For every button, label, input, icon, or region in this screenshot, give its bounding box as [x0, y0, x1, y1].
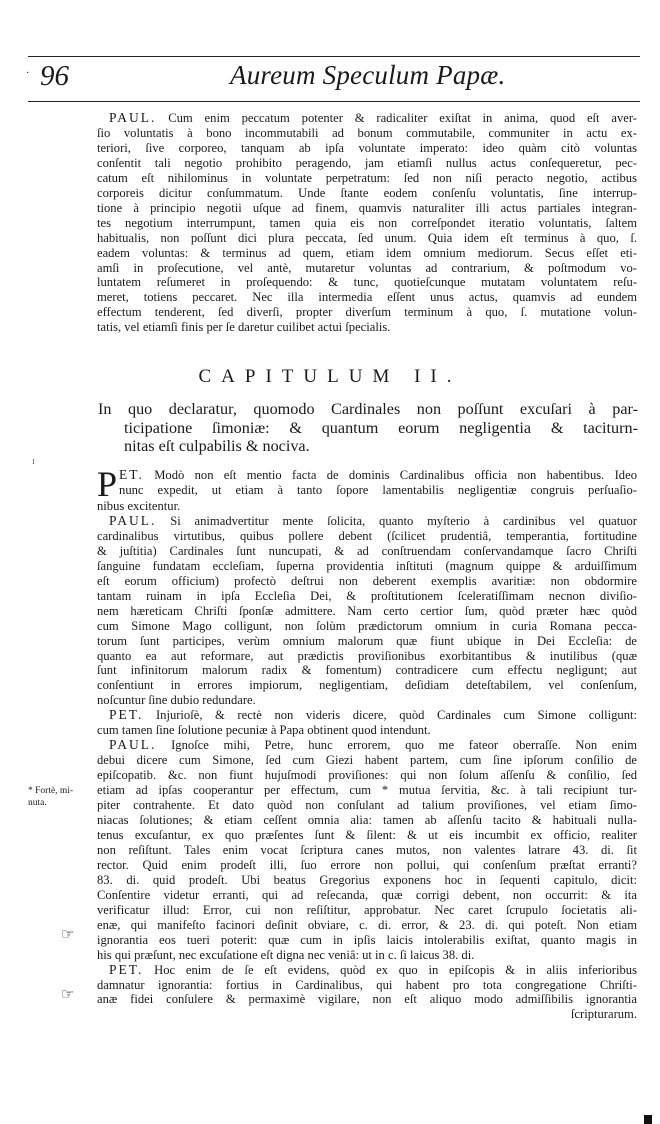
argument-line: ticipatione ſimoniæ: & quantum eorum negligentia & taciturn-: [124, 418, 638, 437]
text-line: tatis, vel etiamſi finis per ſe daretur cuilibet actui ſpecialis.: [97, 320, 391, 335]
text-line: PAUL. Si animadvertitur mente ſolicita, quanto myſterio à cardinibus vel quatuor: [109, 512, 637, 528]
dialogue-block: [97, 464, 637, 1022]
speaker-label: PET.: [109, 961, 144, 977]
text-line: habitualis, non poſſunt dici plura peccata, ſed unum. Quia idem eſt terminus à quo, ſ.: [97, 230, 637, 245]
text-line: quanto ea aut reformare, aut prædictis proviſionibus exorbitantibus & inutilibus (quæ: [97, 648, 637, 663]
speaker-label: PAUL.: [109, 737, 157, 753]
text-line: enæ, qui manifeſto facinori deſinit obviare, c. di. error, & 23. di. qui poteſt. Non etiam: [97, 917, 637, 932]
footnote-text-cont: nuta.: [28, 798, 47, 808]
text-line: PET. Injurioſè, & rectè non videris dicere, quòd Cardinales cum Simone colligunt:: [109, 707, 637, 723]
pointing-hand-icon: ☞: [61, 927, 75, 943]
paragraph-pet-3: [97, 963, 637, 1023]
text-line: amſi in proſecutione, vel antè, mutaretur voluntas ad contrarium, & poſtmodum vo-: [97, 260, 637, 275]
speaker-label: PET.: [109, 707, 144, 723]
text-line: nibus excitentur.: [97, 499, 181, 513]
text-line: ſunt infinitorum malorum radix & fomentum) contradicere cum effectu negligunt; aut: [97, 663, 637, 678]
text-line: conſentiunt in errores impiorum, negligentiam, deſidiam deteſtabilem, vel conſenſum,: [97, 678, 637, 693]
text-line: ET. Modò non eſt mentio facta de dominis Cardinalibus officia non habentibus. Ideo: [119, 467, 637, 482]
text-line: ſio voluntatis à bono incommutabili ad bonum commutabile, communiter in actu ex-: [97, 125, 637, 140]
text-line: PAUL. Ignoſce mihi, Petre, hunc errorem, quo me fateor oberraſſe. Non enim: [109, 737, 637, 753]
text-line: tione à principio negotii uſque ad finem, quamvis naturaliter illi actus partiales integran-: [97, 200, 637, 215]
text-line: eſt eorum officium) profectò deſtrui non deberent exemplis avaritiæ: non obdormire: [97, 573, 637, 588]
text-line: cum Simone Mago colligunt, non ſolùm prædictorum omnium in curia Romana pecca-: [97, 618, 637, 633]
text-line: effectum tenderent, ſed diverſi, propter diverſum terminum à quo, ſ. mutatione volun-: [97, 305, 637, 320]
text-line: ignorantia eos tueri poterit: quæ cum in ipſis laicis intolerabilis exiſtat, quanto magis in: [97, 932, 637, 947]
text-line: ſanguine fundatam eccleſiam, ſuperna providentia inſtituti (magnum quippe & arduiſſimum: [97, 558, 637, 573]
text-line: PET. Hoc enim de ſe eſt evidens, quòd ex quo in epiſcopis & in aliis inferioribus: [109, 961, 637, 977]
paragraph-paul-2: [97, 514, 637, 708]
text-line: epiſcopatib. &c. non fiunt hujuſmodi proviſiones: qui non ſolum aſſenſu & conſilio, ſed: [97, 768, 637, 783]
text-line: torum ſunt participes, verùm omnium malorum quæ fiunt ubique in Dei Eccleſia: de: [97, 633, 637, 648]
text-line: his qui præſunt, nec excuſatione eſt digna nec veniâ: ut in c. ſi laicus 38. di.: [97, 947, 475, 962]
text-line: anæ fidei conſulere & permaximè vigilare, non eſt aliquo modo admiſſibilis ignorantia: [97, 992, 637, 1007]
chapter-argument: [98, 400, 638, 456]
text-line: damnatur ignorantia: fortius in Cardinalibus, qui habent pro tota congregatione Chriſti-: [97, 977, 637, 992]
text-line: verificatur illud: Error, cui non reſiſtitur, approbatur. Nec caret ſcrupulo ſocietatis ali-: [97, 902, 637, 917]
opening-paragraph-block: [97, 111, 637, 335]
scan-corner-mark: [644, 1115, 652, 1124]
text-line: piter contrahente. Et dato quòd non conſulant ad talium proviſiones, vel etiam ſimo-: [97, 798, 637, 813]
argument-line: nitas eſt culpabilis & nociva.: [124, 437, 310, 456]
speaker-label: PAUL.: [109, 512, 157, 528]
drop-cap: P: [97, 464, 118, 504]
speaker-label: ET.: [119, 467, 144, 482]
text-line: tes negotium interrumpunt, tamen quia eis non correſpondet iteratio voluntatis, ſaltem: [97, 215, 637, 230]
text-line: meret, totiens peccaret. Nec illa intermedia eſſent unus actus, quamvis ad eundem: [97, 290, 637, 305]
text-line: rector. Quid enim prodeſt illi, ſuo errore non pollui, qui conſenſum præſtat erranti?: [97, 857, 637, 872]
text-line: ſcripturarum.: [570, 1007, 637, 1022]
text-line: catum eſt nihilominus in voluntate perpetratum: ſed non niſi peracto negotio, actibus: [97, 170, 637, 185]
text-line: debui dicere cum Simone, ſed cum Giezi habent partem, cum ſine ipſorum conſilio de: [97, 753, 637, 768]
text-line: & juſtitia) Cardinales ſunt nuncupati, & ad conſtruendam conſervandamque ſacro Chriſti: [97, 543, 637, 558]
scan-speck: ·: [26, 68, 30, 79]
pointing-hand-icon: ☞: [61, 987, 75, 1003]
footnote-text: * Fortè, mi-: [28, 786, 74, 796]
paragraph-pet-2: [97, 708, 637, 738]
text-line: conſentit tali negotio prohibito peragendo, jam etiamſi nullus actus conſequeretur, pec-: [97, 155, 637, 170]
text-line: cum tamen ſine ſolutione pecuniæ à Papa obtinent quod intendunt.: [97, 723, 431, 738]
text-line: tantam ruinam in ipſa Eccleſia Dei, & proſtitutionem ſceleratiſſimam necnon diviſio-: [97, 588, 637, 603]
page-number: 96: [40, 60, 69, 92]
paragraph-paul-1: [97, 111, 637, 335]
running-title: Aureum Speculum Papæ.: [230, 60, 506, 90]
text-line: non reſiſtunt. Tales enim vocat ſcriptura canes mutos, non valentes latrare 43. di. ſit: [97, 842, 637, 857]
text-line: tenus excuſantur, ex quo præſentes ſunt & ſilent: & ut eis incumbit ex officio, realiter: [97, 827, 637, 842]
text-line: PAUL. Cum enim peccatum potenter & radicaliter exiſtat in anima, quod eſt aver-: [109, 110, 637, 125]
header-rule-top: [28, 56, 640, 57]
text-line: cardinalibus virtutibus, quibus pollere debent (ſcilicet prudentiâ, temperantia, fortitudine: [97, 528, 637, 543]
text-line: etiam ad ipſas cooperantur per effectum, cum * mutua ſervitia, &c. à tali recipiunt tur-: [97, 783, 637, 798]
scan-speck: ı: [32, 456, 35, 467]
chapter-heading: CAPITULUM II.: [198, 366, 462, 387]
text-line: nunc expedit, ut etiam à tanto ſopore lamentabilis negligentiæ congruis perſuaſio-: [119, 482, 637, 497]
speaker-label: PAUL.: [109, 110, 157, 125]
text-line: luntatem reſumeret in proſequendo: & tunc, quotieſcunque mutatam voluntatem reſu-: [97, 275, 637, 290]
paragraph-paul-3: [97, 738, 637, 962]
text-line: teriori, ſive corporeo, tanquam ab ipſa voluntate imperato: ideo quàm citò voluntas: [97, 140, 637, 155]
text-line: noſcuntur ſine dubio redundare.: [97, 693, 256, 708]
margin-footnote: [28, 785, 90, 809]
paragraph-pet-1: [97, 464, 637, 514]
text-line: niacas ſolutiones; & etiam ceſſent omnia alia: tamen ab aſſenſu tacito & habituali nulla-: [97, 813, 637, 828]
argument-line: In quo declaratur, quomodo Cardinales non poſſunt excuſari à par-: [98, 400, 638, 418]
header-rule-bottom: [28, 101, 640, 102]
text-line: nem hæreticam Chriſti ſponſæ admittere. Nam certo certior ſum, quòd præter hæc quòd: [97, 603, 637, 618]
text-line: 83. di. quid prodeſt. Ubi beatus Gregorius exponens hoc in ſequenti capitulo, dicit:: [97, 872, 637, 887]
text-line: eadem voluntas: & terminus ad quem, etiam idem omnium mediorum. Secus eſſet eti-: [97, 245, 637, 260]
text-line: Conſentire videtur erranti, qui ad reſecanda, quæ corrigi debent, non occurrit: & ita: [97, 887, 637, 902]
text-line: corporeis dicitur conſummatum. Unde ſtante eodem conſenſu voluntatis, ſine interrup-: [97, 185, 637, 200]
